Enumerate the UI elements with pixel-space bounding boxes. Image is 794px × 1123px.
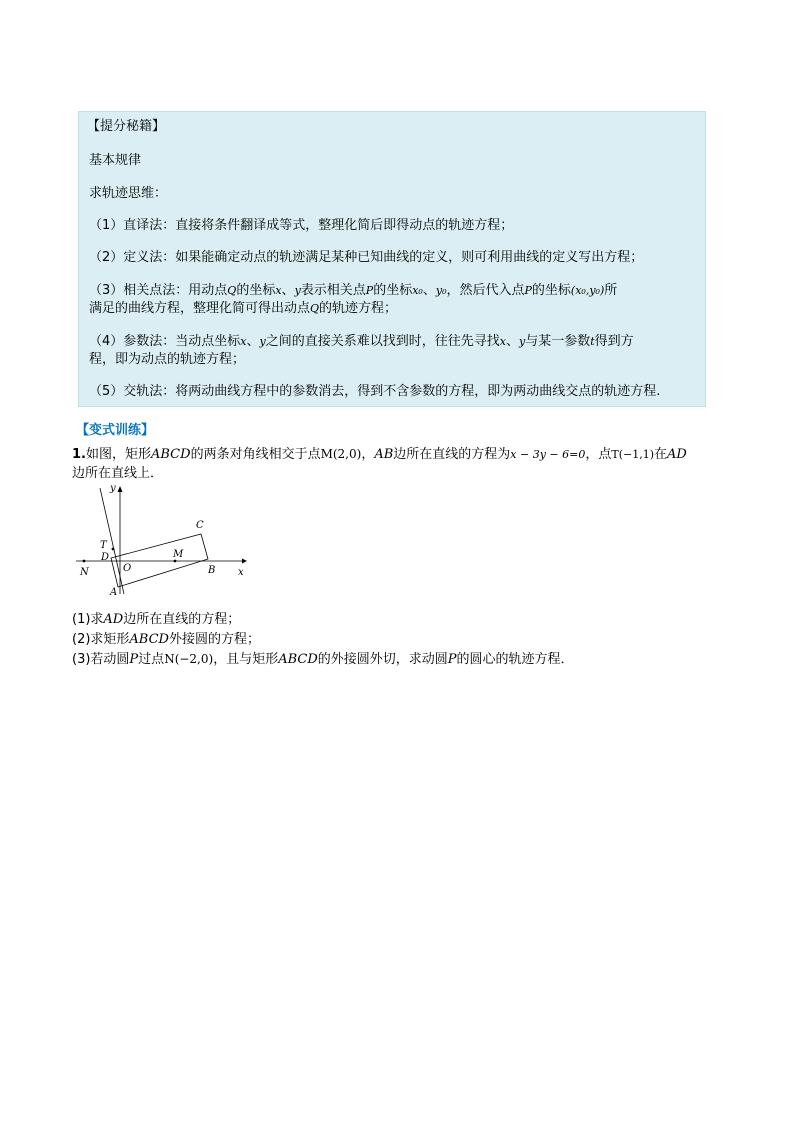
- m3-text-h: 的坐标: [531, 283, 571, 298]
- m4-text-b: 、: [246, 334, 260, 349]
- sym-y0: y₀: [435, 284, 447, 297]
- section-title: 【变式训练】: [76, 423, 155, 438]
- p-text-5: ，点: [585, 447, 612, 462]
- method-4-line2: 程，即为动点的轨迹方程；: [89, 352, 246, 367]
- label-y: y: [110, 483, 116, 494]
- method-5: （5）交轨法：将两动曲线方程中的参数消去，得到不含参数的方程，即为两动曲线交点的轨迹方程.: [89, 384, 661, 399]
- m4-text-f: 得到方: [594, 334, 634, 349]
- problem-line2: 边所在直线上．: [72, 466, 164, 481]
- sym-y: y: [294, 284, 301, 297]
- tip-subtitle: 基本规律: [89, 153, 142, 168]
- q3-p: P: [129, 652, 139, 667]
- m4-text-d: 、: [505, 334, 519, 349]
- question-1: [72, 608, 240, 627]
- point-t: [112, 548, 115, 551]
- sym-t: t: [590, 335, 595, 348]
- problem-line1: [72, 443, 687, 462]
- sym-x0: x₀: [412, 284, 423, 297]
- x-axis-arrow: [242, 559, 247, 564]
- q3-text-h: 的圆心的轨迹方程．: [456, 652, 574, 667]
- sym-x-2: x: [240, 335, 247, 348]
- question-2: [72, 628, 260, 647]
- sym-q2: Q: [310, 302, 320, 315]
- m4-text-e: 与某一参数: [525, 334, 591, 349]
- label-a: A: [110, 587, 118, 598]
- m3-line2-a: 满足的曲线方程，整理化简可得出动点: [89, 301, 311, 316]
- sym-pair: (x₀,y₀): [570, 284, 605, 297]
- p-point-m: M(2,0): [320, 447, 362, 461]
- tip-box: [78, 111, 706, 407]
- q1-ad: AD: [103, 612, 124, 627]
- m3-text-f: 、: [422, 283, 436, 298]
- method-3-line1: [89, 282, 617, 300]
- label-m: M: [173, 549, 184, 560]
- p-text-3: ，: [361, 447, 375, 462]
- m3-text-e: 的坐标: [373, 283, 413, 298]
- q1-text-a: (1)求: [72, 612, 104, 627]
- q3-abcd: ABCD: [278, 652, 318, 667]
- sym-p2: P: [524, 284, 532, 297]
- rectangle-abcd: [111, 534, 208, 587]
- sym-y-3: y: [518, 335, 526, 348]
- p-text-1: 如图，矩形: [85, 447, 151, 462]
- sym-y-2: y: [259, 335, 266, 348]
- y-axis-arrow: [118, 486, 123, 492]
- p-text-6: 在: [654, 447, 668, 462]
- method-2: （2）定义法：如果能确定动点的轨迹满足某种已知曲线的定义，则可利用曲线的定义写出方程；: [89, 250, 644, 265]
- p-text-2: 的两条对角线相交于点: [190, 447, 321, 462]
- tip-title: 【提分秘籍】: [87, 119, 166, 134]
- sym-x-3: x: [499, 335, 506, 348]
- m3-text-d: 表示相关点: [300, 283, 366, 298]
- p-ad: AD: [667, 447, 687, 462]
- label-d: D: [101, 552, 110, 563]
- method-4-line1: [89, 333, 634, 351]
- m4-text-c: 之间的直接关系难以找到时，往往先寻找: [265, 334, 500, 349]
- rectangle-figure: [72, 482, 252, 600]
- q3-text-a: (3)若动圆: [72, 652, 130, 667]
- m3-text-g: ，然后代入点: [446, 283, 525, 298]
- q3-text-f: 的外接圆外切，求动圆: [317, 652, 448, 667]
- label-t: T: [100, 540, 107, 551]
- tip-lead: 求轨迹思维：: [89, 186, 168, 201]
- point-n: [83, 560, 86, 563]
- label-x: x: [238, 567, 244, 578]
- m4-text-a: （4）参数法：当动点坐标: [89, 334, 241, 349]
- question-3: [72, 648, 574, 667]
- label-c: C: [196, 520, 204, 531]
- q2-text-a: (2)求矩形: [72, 632, 130, 647]
- label-b: B: [208, 565, 216, 576]
- p-abcd: ABCD: [151, 447, 191, 462]
- sym-x: x: [275, 284, 282, 297]
- label-o: O: [123, 563, 132, 574]
- method-3-line2: [89, 300, 397, 318]
- q1-text-c: 边所在直线的方程；: [123, 612, 241, 627]
- label-n: N: [80, 567, 89, 578]
- sym-p: P: [365, 284, 374, 297]
- q2-abcd: ABCD: [129, 632, 169, 647]
- q3-text-d: ，且与矩形: [213, 652, 279, 667]
- m3-text-a: （3）相关点法：用动点: [89, 283, 228, 298]
- m3-text-c: 、: [281, 283, 295, 298]
- p-point-t: T(−1,1): [611, 448, 655, 461]
- sym-q: Q: [227, 284, 237, 297]
- q3-text-c: 过点: [138, 652, 165, 667]
- q3-point-n: N(−2,0): [164, 652, 214, 666]
- p-text-4: 边所在直线的方程为: [393, 447, 511, 462]
- p-ab: AB: [374, 447, 394, 462]
- m3-line2-b: 的轨迹方程；: [319, 301, 398, 316]
- q3-p2: P: [447, 652, 457, 667]
- p-equation: x − 3y − 6=0: [510, 448, 586, 461]
- point-m: [174, 560, 177, 563]
- problem-number: 1.: [72, 447, 86, 462]
- method-1: （1）直译法：直接将条件翻译成等式，整理化简后即得动点的轨迹方程；: [89, 218, 514, 233]
- q2-text-c: 外接圆的方程；: [168, 632, 260, 647]
- m3-text-b: 的坐标: [236, 283, 276, 298]
- m3-text-i: 所: [604, 283, 618, 298]
